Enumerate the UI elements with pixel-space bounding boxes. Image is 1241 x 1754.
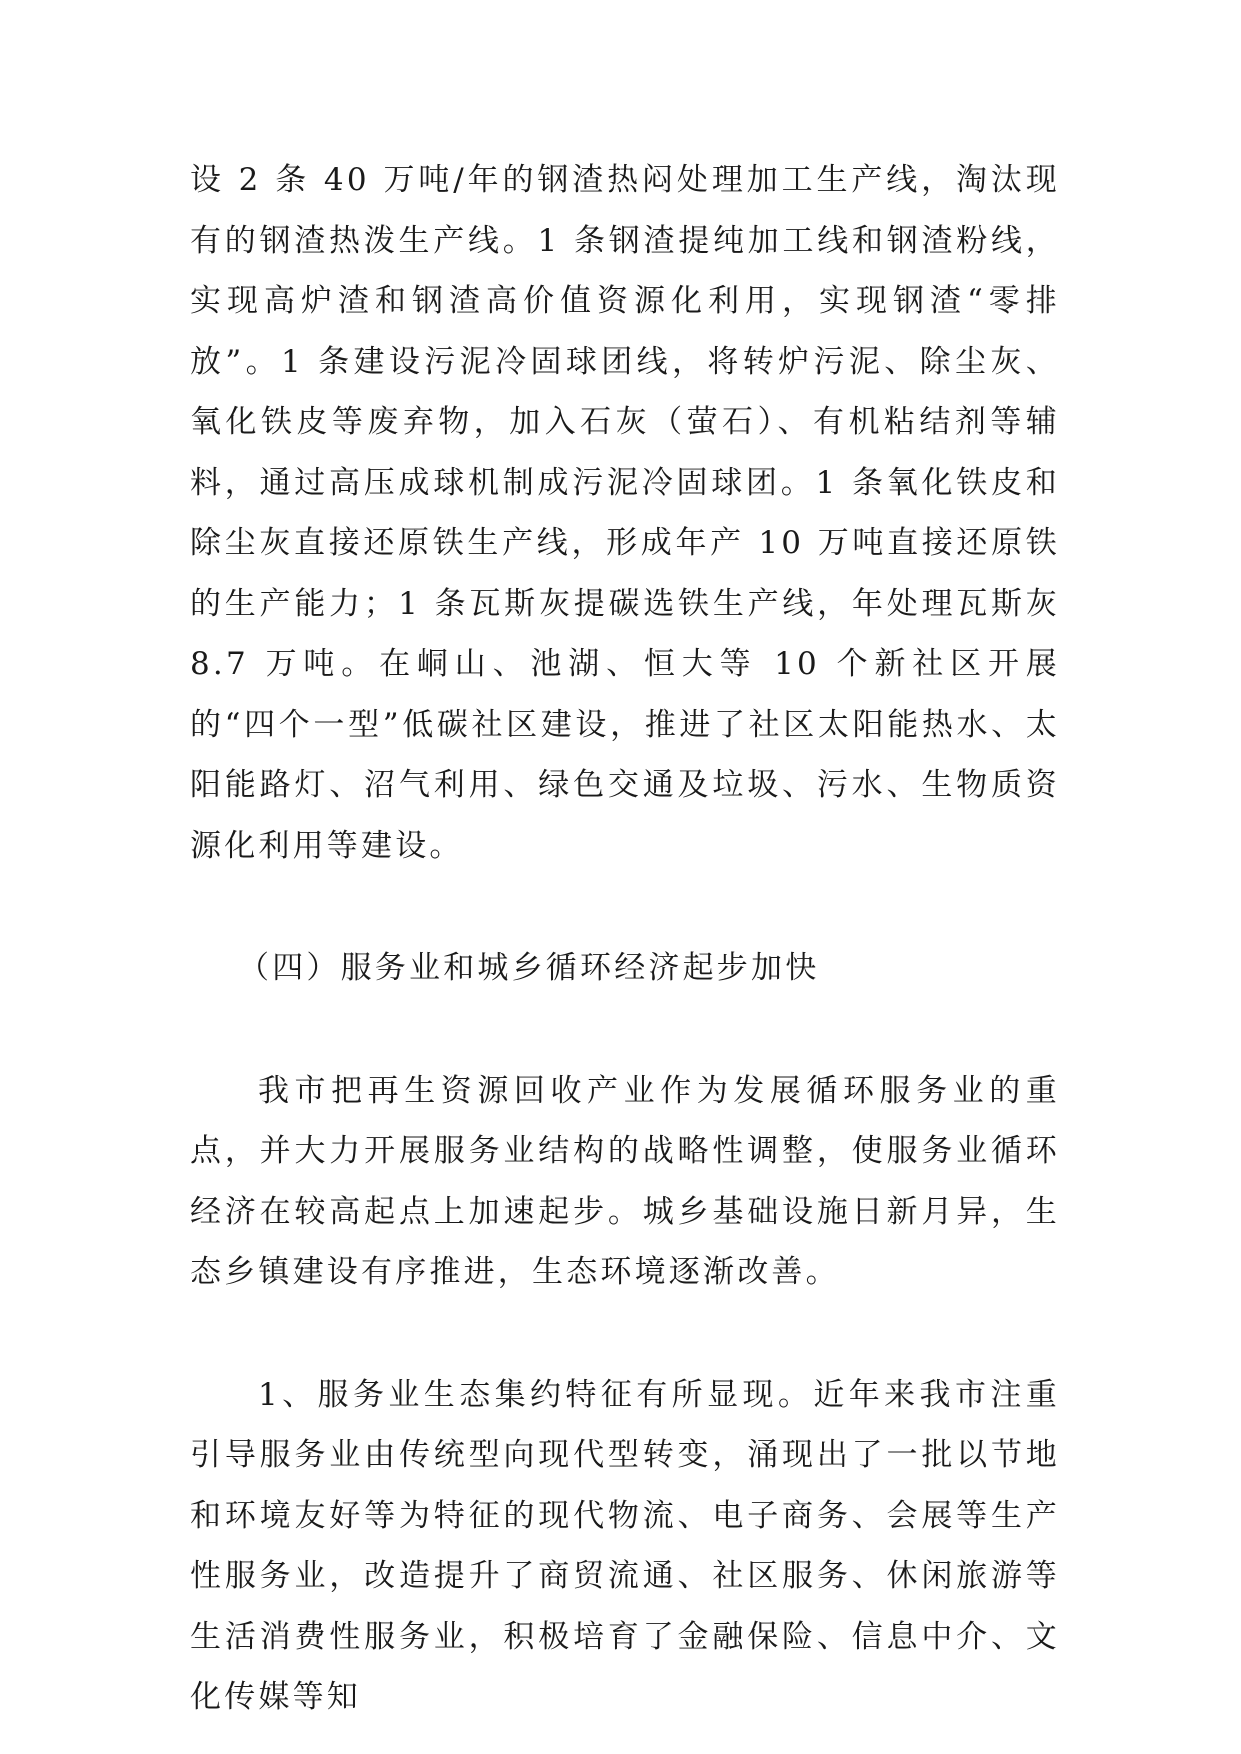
paragraph-continued: 设 2 条 40 万吨/年的钢渣热闷处理加工生产线，淘汰现有的钢渣热泼生产线。1 条钢渣提纯加工线和钢渣粉线，实现高炉渣和钢渣高价值资源化利用，实现钢渣“零排放”。1 条建设污泥冷固球团线，将转炉污泥、除尘灰、氧化铁皮等废弃物，加入石灰（萤石）、有机粘结剂等辅料，通过高压成球机制成污泥冷固球团。1 条氧化铁皮和除尘灰直接还原铁生产线，形成年产 10 万吨直接还原铁的生产能力；1 条瓦斯灰提碳选铁生产线，年处理瓦斯灰 8.7 万吨。在峒山、池湖、恒大等 10 个新社区开展的“四个一型”低碳社区建设，推进了社区太阳能热水、太阳能路灯、沼气利用、绿色交通及垃圾、污水、生物质资源化利用等建设。	[190, 162, 1060, 864]
paragraph-spacer	[190, 1303, 1060, 1365]
paragraph-spacer	[190, 999, 1060, 1061]
document-page	[190, 150, 1060, 1728]
paragraph-item-1: 1、服务业生态集约特征有所显现。近年来我市注重引导服务业由传统型向现代型转变，涌现出了一批以节地和环境友好等为特征的现代物流、电子商务、会展等生产性服务业，改造提升了商贸流通、社区服务、休闲旅游等生活消费性服务业，积极培育了金融保险、信息中介、文化传媒等知	[190, 1376, 1060, 1715]
paragraph-intro: 我市把再生资源回收产业作为发展循环服务业的重点，并大力开展服务业结构的战略性调整，使服务业循环经济在较高起点上加速起步。城乡基础设施日新月异，生态乡镇建设有序推进，生态环境逐渐改善。	[190, 1072, 1060, 1290]
section-heading: （四）服务业和城乡循环经济起步加快	[238, 950, 820, 986]
paragraph-spacer	[190, 876, 1060, 938]
